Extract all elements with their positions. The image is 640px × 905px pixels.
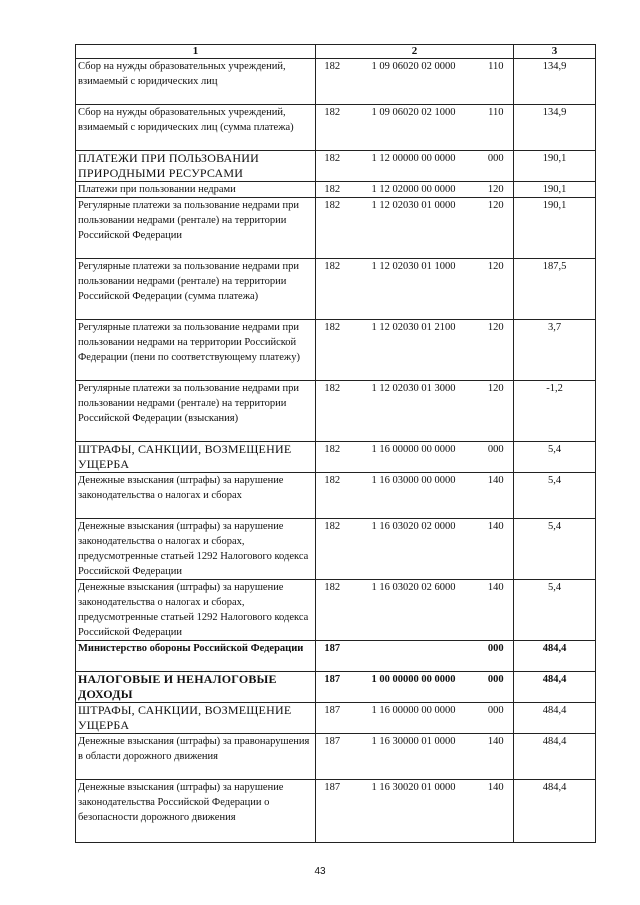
table-row	[76, 734, 596, 780]
row-sum: 484,4	[514, 641, 596, 672]
row-type-code: 120	[479, 198, 514, 259]
row-type-code: 120	[479, 381, 514, 442]
row-budget-code: 1 16 30020 01 0000	[349, 780, 479, 843]
table-row	[76, 519, 596, 580]
budget-table	[75, 44, 596, 843]
row-name: Регулярные платежи за пользование недрами при пользовании недрами (рентале) на территории Российской Федерации (сумма платежа)	[76, 259, 316, 320]
table-row	[76, 198, 596, 259]
row-budget-code: 1 16 03020 02 6000	[349, 580, 479, 641]
row-name: Денежные взыскания (штрафы) за нарушение законодательства о налогах и сборах, предусмотренные статьей 1292 Налогового кодекса Российской Федерации	[76, 580, 316, 641]
row-admin-code: 182	[316, 105, 349, 151]
row-name: ПЛАТЕЖИ ПРИ ПОЛЬЗОВАНИИ ПРИРОДНЫМИ РЕСУРСАМИ	[76, 151, 316, 182]
row-admin-code: 182	[316, 59, 349, 105]
row-budget-code: 1 12 02030 01 2100	[349, 320, 479, 381]
row-budget-code: 1 12 02030 01 1000	[349, 259, 479, 320]
row-name: НАЛОГОВЫЕ И НЕНАЛОГОВЫЕ ДОХОДЫ	[76, 672, 316, 703]
row-budget-code: 1 16 00000 00 0000	[349, 703, 479, 734]
row-budget-code: 1 16 03020 02 0000	[349, 519, 479, 580]
row-budget-code	[349, 641, 479, 672]
row-sum: -1,2	[514, 381, 596, 442]
row-budget-code: 1 12 02030 01 0000	[349, 198, 479, 259]
row-name: ШТРАФЫ, САНКЦИИ, ВОЗМЕЩЕНИЕ УЩЕРБА	[76, 703, 316, 734]
row-admin-code: 182	[316, 473, 349, 519]
row-sum: 484,4	[514, 734, 596, 780]
row-admin-code: 182	[316, 182, 349, 198]
row-sum: 5,4	[514, 580, 596, 641]
row-name: Регулярные платежи за пользование недрами при пользовании недрами на территории Российской Федерации (пени по соответствующему платежу)	[76, 320, 316, 381]
row-admin-code: 187	[316, 703, 349, 734]
row-admin-code: 187	[316, 780, 349, 843]
row-budget-code: 1 09 06020 02 1000	[349, 105, 479, 151]
table-row	[76, 182, 596, 198]
header-col-3: 3	[514, 45, 596, 59]
row-type-code: 110	[479, 105, 514, 151]
row-name: Денежные взыскания (штрафы) за нарушение законодательства о налогах и сборах, предусмотренные статьей 1292 Налогового кодекса Российской Федерации	[76, 519, 316, 580]
row-type-code: 140	[479, 580, 514, 641]
row-admin-code: 182	[316, 381, 349, 442]
row-type-code: 140	[479, 780, 514, 843]
header-col-1: 1	[76, 45, 316, 59]
row-sum: 190,1	[514, 182, 596, 198]
table-row	[76, 381, 596, 442]
table-row	[76, 641, 596, 672]
row-admin-code: 182	[316, 519, 349, 580]
row-name: Сбор на нужды образовательных учреждений, взимаемый с юридических лиц	[76, 59, 316, 105]
row-budget-code: 1 12 00000 00 0000	[349, 151, 479, 182]
row-type-code: 000	[479, 641, 514, 672]
table-row	[76, 259, 596, 320]
row-admin-code: 182	[316, 151, 349, 182]
row-budget-code: 1 12 02000 00 0000	[349, 182, 479, 198]
row-type-code: 120	[479, 320, 514, 381]
row-sum: 484,4	[514, 703, 596, 734]
row-budget-code: 1 00 00000 00 0000	[349, 672, 479, 703]
row-sum: 134,9	[514, 105, 596, 151]
row-type-code: 140	[479, 519, 514, 580]
row-admin-code: 187	[316, 734, 349, 780]
row-admin-code: 182	[316, 198, 349, 259]
table-row	[76, 442, 596, 473]
row-sum: 3,7	[514, 320, 596, 381]
table-row	[76, 151, 596, 182]
header-col-2: 2	[316, 45, 514, 59]
row-type-code: 000	[479, 151, 514, 182]
row-name: Денежные взыскания (штрафы) за нарушение законодательства о налогах и сборах	[76, 473, 316, 519]
row-admin-code: 182	[316, 320, 349, 381]
table-row	[76, 703, 596, 734]
row-type-code: 000	[479, 672, 514, 703]
row-sum: 190,1	[514, 198, 596, 259]
row-admin-code: 182	[316, 580, 349, 641]
row-sum: 134,9	[514, 59, 596, 105]
row-type-code: 120	[479, 259, 514, 320]
row-type-code: 000	[479, 442, 514, 473]
row-type-code: 140	[479, 473, 514, 519]
row-budget-code: 1 16 30000 01 0000	[349, 734, 479, 780]
row-name: Денежные взыскания (штрафы) за правонарушения в области дорожного движения	[76, 734, 316, 780]
table-row	[76, 672, 596, 703]
row-sum: 5,4	[514, 473, 596, 519]
row-budget-code: 1 16 03000 00 0000	[349, 473, 479, 519]
row-admin-code: 182	[316, 442, 349, 473]
row-sum: 5,4	[514, 519, 596, 580]
table-row	[76, 473, 596, 519]
table-row	[76, 320, 596, 381]
row-sum: 190,1	[514, 151, 596, 182]
row-budget-code: 1 16 00000 00 0000	[349, 442, 479, 473]
row-name: Денежные взыскания (штрафы) за нарушение законодательства Российской Федерации о безопасности дорожного движения	[76, 780, 316, 843]
table-row	[76, 580, 596, 641]
row-name: Регулярные платежи за пользование недрами при пользовании недрами (рентале) на территории Российской Федерации	[76, 198, 316, 259]
row-name: Платежи при пользовании недрами	[76, 182, 316, 198]
row-type-code: 110	[479, 59, 514, 105]
table-row	[76, 59, 596, 105]
row-name: ШТРАФЫ, САНКЦИИ, ВОЗМЕЩЕНИЕ УЩЕРБА	[76, 442, 316, 473]
row-sum: 5,4	[514, 442, 596, 473]
page-number: 43	[314, 866, 326, 877]
row-sum: 484,4	[514, 780, 596, 843]
row-type-code: 120	[479, 182, 514, 198]
row-name: Сбор на нужды образовательных учреждений, взимаемый с юридических лиц (сумма платежа)	[76, 105, 316, 151]
row-sum: 187,5	[514, 259, 596, 320]
row-budget-code: 1 09 06020 02 0000	[349, 59, 479, 105]
row-type-code: 000	[479, 703, 514, 734]
row-admin-code: 187	[316, 641, 349, 672]
table-row	[76, 780, 596, 843]
row-admin-code: 182	[316, 259, 349, 320]
row-admin-code: 187	[316, 672, 349, 703]
table-header-row	[76, 45, 596, 59]
row-name: Регулярные платежи за пользование недрами при пользовании недрами (рентале) на территории Российской Федерации (взыскания)	[76, 381, 316, 442]
row-name: Министерство обороны Российской Федерации	[76, 641, 316, 672]
row-sum: 484,4	[514, 672, 596, 703]
table-row	[76, 105, 596, 151]
row-budget-code: 1 12 02030 01 3000	[349, 381, 479, 442]
row-type-code: 140	[479, 734, 514, 780]
